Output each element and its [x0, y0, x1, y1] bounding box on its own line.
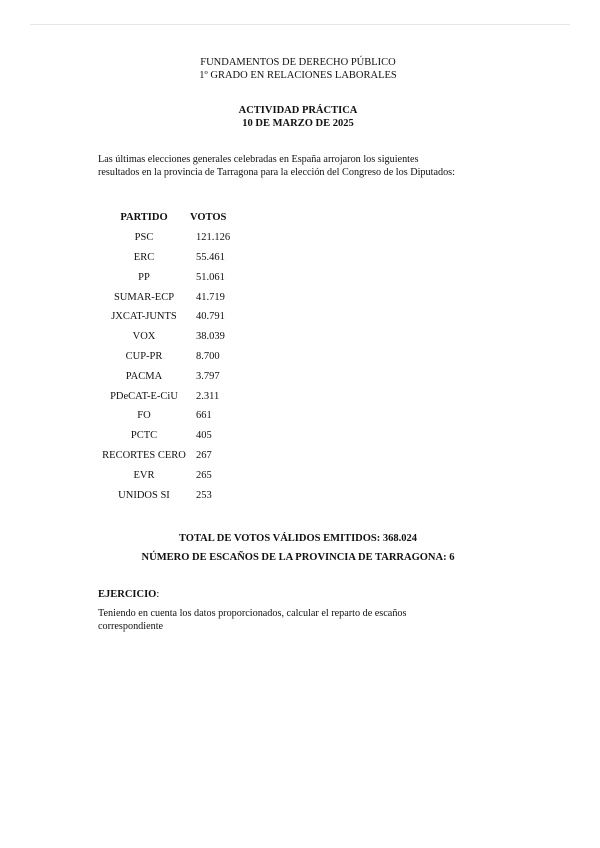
intro-line-1: Las últimas elecciones generales celebradas en España arrojaron los siguientes — [98, 154, 419, 165]
table-row — [98, 465, 240, 485]
exercise-label: EJERCICIO — [98, 589, 157, 600]
votes-cell: 121.126 — [196, 232, 231, 244]
table-row — [98, 485, 240, 505]
votes-cell: 3.797 — [196, 370, 220, 382]
party-cell: PSC — [134, 232, 154, 244]
table-header-row — [98, 208, 240, 228]
province-seats: NÚMERO DE ESCAÑOS DE LA PROVINCIA DE TARRAGONA: 6 — [141, 552, 455, 563]
votes-cell: 40.791 — [196, 311, 225, 323]
table-row — [98, 386, 240, 406]
exercise-paragraph — [98, 608, 498, 633]
party-cell: PDeCAT-E-CiU — [110, 390, 178, 402]
table-row — [98, 446, 240, 466]
table-row — [98, 307, 240, 327]
table-row — [98, 347, 240, 367]
votes-column-header: VOTOS — [190, 212, 227, 224]
election-results-table — [98, 208, 240, 505]
table-row — [98, 327, 240, 347]
document-header — [98, 56, 498, 82]
party-cell: RECORTES CERO — [102, 449, 186, 461]
party-cell: SUMAR-ECP — [113, 291, 175, 303]
votes-cell: 41.719 — [196, 291, 225, 303]
votes-cell: 265 — [196, 469, 212, 481]
table-row — [98, 228, 240, 248]
intro-line-2: resultados en la provincia de Tarragona para la elección del Congreso de los Diputados: — [98, 166, 455, 178]
course-title: FUNDAMENTOS DE DERECHO PÚBLICO — [200, 57, 396, 68]
party-cell: VOX — [132, 331, 156, 343]
activity-title: ACTIVIDAD PRÁCTICA — [238, 105, 358, 116]
party-cell: FO — [137, 410, 151, 422]
intro-paragraph — [98, 154, 498, 179]
table-row — [98, 406, 240, 426]
table-row — [98, 366, 240, 386]
party-cell: PACMA — [125, 370, 163, 382]
exercise-line-2: correspondiente — [98, 620, 164, 632]
votes-cell: 267 — [196, 449, 212, 461]
party-column-header: PARTIDO — [120, 212, 168, 224]
votes-cell: 2.311 — [196, 390, 220, 402]
party-cell: EVR — [133, 469, 155, 481]
activity-heading — [98, 104, 498, 130]
votes-cell: 661 — [196, 410, 212, 422]
votes-cell: 38.039 — [196, 331, 225, 343]
table-row — [98, 248, 240, 268]
totals-block — [98, 529, 498, 567]
party-cell: UNIDOS SI — [118, 489, 170, 501]
table-row — [98, 426, 240, 446]
votes-cell: 55.461 — [196, 251, 225, 263]
table-row — [98, 267, 240, 287]
table-row — [98, 287, 240, 307]
page-top-divider — [30, 24, 570, 25]
party-cell: PCTC — [130, 430, 158, 442]
party-cell: PP — [138, 271, 150, 283]
votes-cell: 8.700 — [196, 350, 220, 362]
activity-date: 10 DE MARZO DE 2025 — [242, 118, 354, 129]
votes-cell: 51.061 — [196, 271, 225, 283]
party-cell: ERC — [133, 251, 155, 263]
exercise-line-1: Teniendo en cuenta los datos proporcionados, calcular el reparto de escaños — [98, 608, 407, 619]
party-cell: JXCAT-JUNTS — [111, 311, 177, 323]
exercise-colon: : — [156, 589, 160, 600]
votes-cell: 405 — [196, 430, 212, 442]
total-valid-votes: TOTAL DE VOTOS VÁLIDOS EMITIDOS: 368.024 — [178, 533, 418, 544]
party-cell: CUP-PR — [125, 350, 163, 362]
votes-cell: 253 — [196, 489, 212, 501]
degree-title: 1º GRADO EN RELACIONES LABORALES — [199, 70, 397, 81]
exercise-heading — [98, 588, 159, 601]
